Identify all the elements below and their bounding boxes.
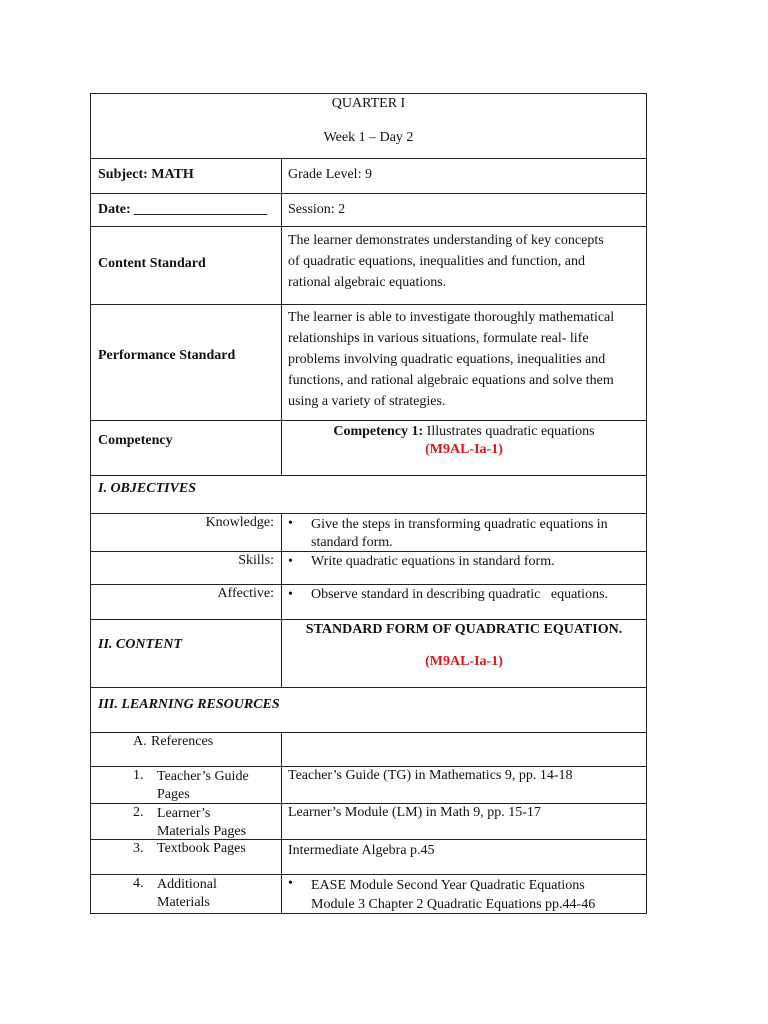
week-day: Week 1 – Day 2 [323,130,414,145]
bullet-icon: • [288,554,293,569]
header-row [90,93,647,158]
performance-standard-label: Performance Standard [98,348,236,363]
objectives-heading-row [90,475,647,513]
resource-item-learners-materials [90,803,647,839]
resource-item-num: 3. [133,841,144,856]
content-standard-line: rational algebraic equations. [288,275,447,290]
skills-row [90,551,647,584]
content-standard-label: Content Standard [98,256,206,271]
performance-standard-line: functions, and rational algebraic equations and solve them [288,373,614,388]
skills-label: Skills: [238,553,274,568]
resource-item-label: Learner’s [157,806,211,821]
content-code: (M9AL-Ia-1) [425,654,503,669]
content-standard-row [90,226,647,304]
date-row [90,193,647,226]
subject-row [90,158,647,193]
session: Session: 2 [288,202,346,217]
resource-item-label: Pages [157,787,190,802]
skills-text: Write quadratic equations in standard form. [311,554,555,569]
resource-item-value: Teacher’s Guide (TG) in Mathematics 9, pp. 14-18 [288,768,573,783]
date-label: Date: ___________________ [98,202,268,217]
resource-item-label: Teacher’s Guide [157,769,249,784]
bullet-icon: • [288,587,293,602]
content-title: STANDARD FORM OF QUADRATIC EQUATION. [305,622,623,637]
resource-item-label: Materials [157,895,210,910]
resource-item-additional [90,874,647,914]
resource-item-num: 4. [133,876,144,891]
competency-label: Competency [98,433,173,448]
grade-level: Grade Level: 9 [288,167,372,182]
performance-standard-line: problems involving quadratic equations, inequalities and [288,352,606,367]
knowledge-line: standard form. [311,535,393,550]
content-standard-line: of quadratic equations, inequalities and function, and [288,254,586,269]
lesson-plan-table [90,93,647,914]
content-row [90,619,647,687]
performance-standard-line: The learner is able to investigate thoroughly mathematical [288,310,615,325]
resource-item-teachers-guide [90,766,647,803]
resource-item-value: EASE Module Second Year Quadratic Equations [311,878,585,893]
resources-heading-row [90,687,647,732]
resource-item-num: 1. [133,768,144,783]
competency-row [90,420,647,475]
resource-item-value: Module 3 Chapter 2 Quadratic Equations pp.44-46 [311,897,596,912]
subject-label: Subject: MATH [98,167,194,182]
competency-code: (M9AL-Ia-1) [425,442,503,457]
affective-label: Affective: [217,586,274,601]
resource-item-value: Learner’s Module (LM) in Math 9, pp. 15-17 [288,805,541,820]
content-heading: II. CONTENT [98,637,183,652]
knowledge-line: Give the steps in transforming quadratic equations in [311,517,608,532]
bullet-icon: • [288,876,293,891]
resource-item-label: Materials Pages [157,824,247,839]
competency-text: Illustrates quadratic equations [426,424,595,439]
references-marker: A. [133,734,147,749]
knowledge-row [90,513,647,551]
affective-row [90,584,647,619]
performance-standard-line: relationships in various situations, formulate real- life [288,331,589,346]
knowledge-label: Knowledge: [205,515,274,530]
resource-item-label: Additional [157,877,217,892]
resource-item-textbook [90,839,647,874]
resource-item-value: Intermediate Algebra p.45 [288,843,435,858]
quarter-title: QUARTER I [331,96,406,111]
resource-item-num: 2. [133,805,144,820]
performance-standard-line: using a variety of strategies. [288,394,446,409]
resource-item-label: Textbook Pages [157,841,246,856]
bullet-icon: • [288,516,293,531]
references-label: References [151,734,214,749]
performance-standard-row [90,304,647,420]
content-standard-line: The learner demonstrates understanding of key concepts [288,233,604,248]
affective-text: Observe standard in describing quadratic equations. [311,587,609,602]
resources-heading: III. LEARNING RESOURCES [98,697,280,712]
objectives-heading: I. OBJECTIVES [98,481,197,496]
competency-prefix: Competency 1: [333,424,424,439]
references-row [90,732,647,766]
